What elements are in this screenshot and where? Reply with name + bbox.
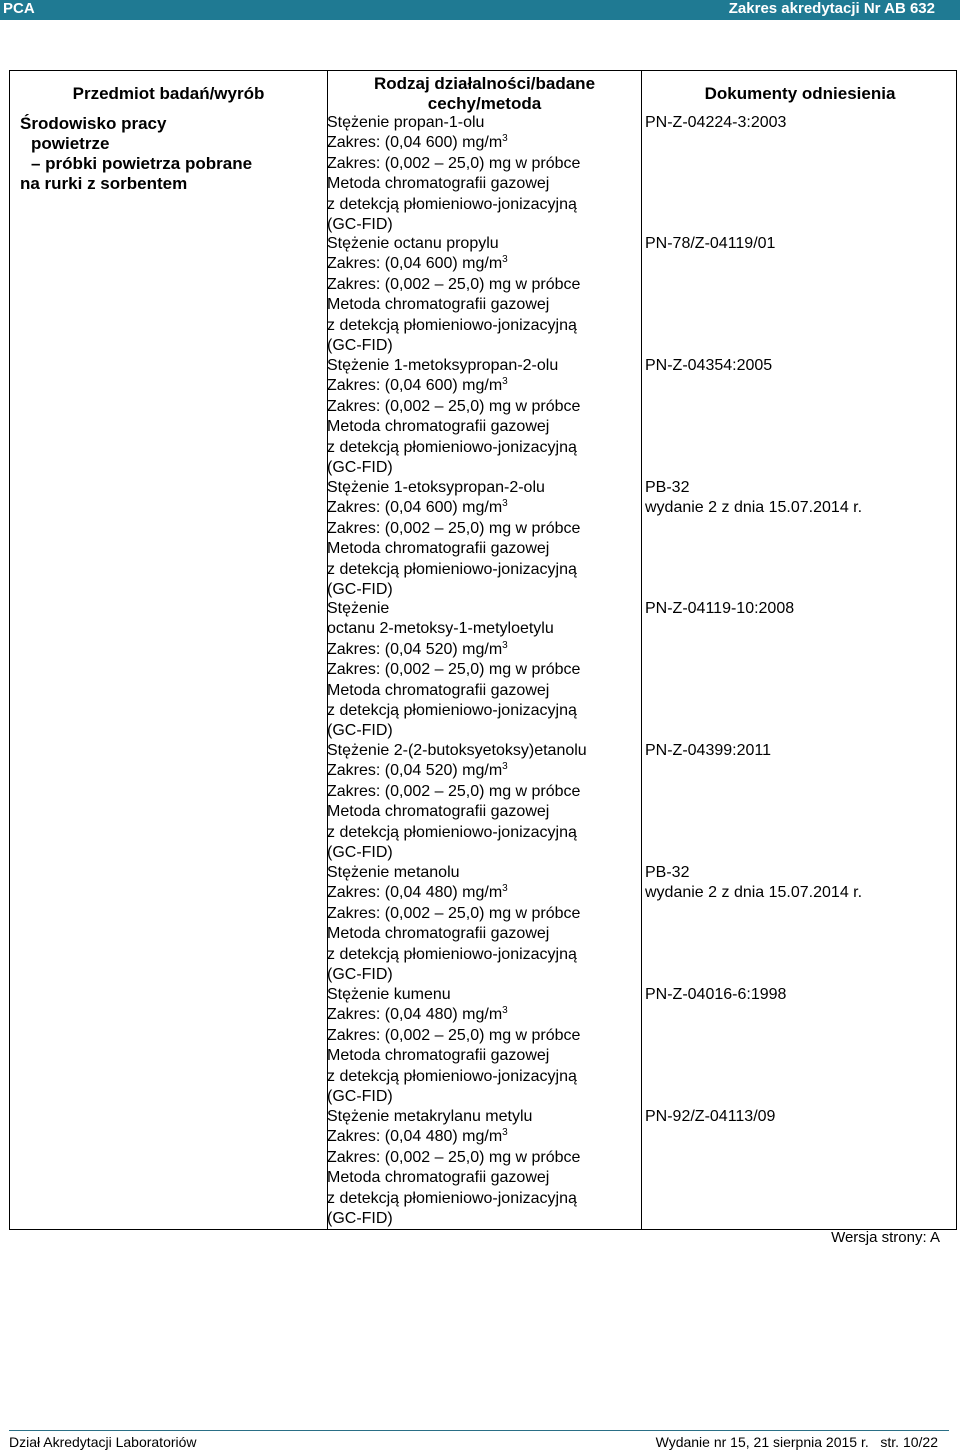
entry-range-mass: Zakres: (0,002 – 25,0) mg w próbce — [327, 154, 581, 172]
subject-line: powietrze — [31, 134, 110, 153]
reference-line: PB-32 — [645, 864, 690, 881]
page-version: Wersja strony: A — [831, 1229, 940, 1246]
header-org: PCA — [3, 0, 35, 17]
entry-name: Stężenie octanu propylu — [327, 235, 499, 252]
entry-name: Stężenie propan-1-olu — [327, 114, 485, 131]
range-text: Zakres: (0,04 520) mg/m — [327, 762, 503, 780]
entry-range-mass: Zakres: (0,002 – 25,0) mg w próbce — [327, 782, 581, 800]
entry-range-concentration — [327, 254, 580, 274]
reference-line: PN-Z-04016-6:1998 — [645, 986, 787, 1003]
top-header-bar — [0, 0, 960, 20]
entry-name: Stężenie kumenu — [327, 986, 451, 1003]
entry-name: Stężenie 1-etoksypropan-2-olu — [327, 479, 545, 496]
subject-cell — [20, 114, 252, 194]
superscript-3: 3 — [502, 639, 508, 651]
entry-method: Metoda chromatografii gazowej — [327, 296, 550, 314]
entry-range-concentration — [327, 640, 580, 660]
entry-method: (GC-FID) — [327, 581, 393, 599]
entry-reference — [645, 863, 862, 903]
entry-method: z detekcją płomieniowo-jonizacyjną — [327, 702, 577, 720]
superscript-3: 3 — [502, 761, 508, 773]
entry-range-mass: Zakres: (0,002 – 25,0) mg w próbce — [327, 904, 581, 922]
entry-reference — [645, 599, 794, 619]
range-text: Zakres: (0,04 600) mg/m — [327, 377, 503, 395]
subject-line: Środowisko pracy — [20, 114, 167, 133]
entry-method: z detekcją płomieniowo-jonizacyjną — [327, 823, 577, 841]
entry-method: Metoda chromatografii gazowej — [327, 925, 550, 943]
entry-name: Stężenie — [327, 600, 390, 617]
entry-method: z detekcją płomieniowo-jonizacyjną — [327, 438, 577, 456]
entry-name: Stężenie metakrylanu metylu — [327, 1108, 533, 1125]
entry-reference — [645, 356, 772, 376]
range-text: Zakres: (0,04 600) mg/m — [327, 255, 503, 273]
test-entry — [327, 741, 587, 863]
header-scope-title: Zakres akredytacji Nr AB 632 — [728, 0, 935, 17]
entry-range-mass: Zakres: (0,002 – 25,0) mg w próbce — [327, 519, 581, 537]
entry-name: Stężenie metanolu — [327, 864, 460, 881]
entry-method: (GC-FID) — [327, 1210, 393, 1228]
superscript-3: 3 — [502, 254, 508, 266]
superscript-3: 3 — [502, 883, 508, 895]
entry-range-concentration — [327, 1127, 580, 1147]
superscript-3: 3 — [502, 1127, 508, 1139]
reference-line: PN-Z-04354:2005 — [645, 357, 773, 374]
reference-line: PB-32 — [645, 479, 690, 496]
entry-range-mass: Zakres: (0,002 – 25,0) mg w próbce — [327, 1148, 581, 1166]
test-entry — [327, 985, 580, 1107]
test-entry — [327, 863, 580, 985]
entry-method: Metoda chromatografii gazowej — [327, 1047, 550, 1065]
range-text: Zakres: (0,04 480) mg/m — [327, 1006, 503, 1024]
entry-method: (GC-FID) — [327, 337, 393, 355]
entry-method: Metoda chromatografii gazowej — [327, 418, 550, 436]
test-entry — [327, 113, 580, 235]
superscript-3: 3 — [502, 1005, 508, 1017]
reference-line: wydanie 2 z dnia 15.07.2014 r. — [645, 499, 863, 516]
header-references: Dokumenty odniesienia — [704, 84, 896, 103]
entry-range-concentration — [327, 761, 587, 781]
entry-method: Metoda chromatografii gazowej — [327, 175, 550, 193]
entry-range-concentration — [327, 133, 580, 153]
entry-method: (GC-FID) — [327, 1088, 393, 1106]
column-divider — [641, 71, 642, 1229]
footer-edition-page: Wydanie nr 15, 21 sierpnia 2015 r. str. 10/22 — [655, 1434, 938, 1450]
entry-method: z detekcją płomieniowo-jonizacyjną — [327, 1067, 577, 1085]
entry-reference — [645, 234, 775, 254]
reference-line: PN-Z-04399:2011 — [645, 742, 771, 759]
superscript-3: 3 — [502, 133, 508, 145]
entry-method: (GC-FID) — [327, 722, 393, 740]
test-entry — [327, 599, 580, 742]
entry-reference — [645, 741, 771, 761]
entry-method: z detekcją płomieniowo-jonizacyjną — [327, 316, 577, 334]
entry-method: (GC-FID) — [327, 844, 393, 862]
entry-method: (GC-FID) — [327, 216, 393, 234]
entry-method: z detekcją płomieniowo-jonizacyjną — [327, 945, 577, 963]
header-subject: Przedmiot badań/wyrób — [72, 84, 265, 103]
entry-method: z detekcją płomieniowo-jonizacyjną — [327, 195, 577, 213]
range-text: Zakres: (0,04 480) mg/m — [327, 1128, 503, 1146]
subject-line: na rurki z sorbentem — [20, 174, 188, 193]
test-entry — [327, 356, 580, 478]
footer-divider — [9, 1430, 949, 1431]
entry-method: (GC-FID) — [327, 459, 393, 477]
superscript-3: 3 — [502, 498, 508, 510]
entry-range-concentration — [327, 498, 580, 518]
entry-method: z detekcją płomieniowo-jonizacyjną — [327, 1189, 577, 1207]
entry-range-mass: Zakres: (0,002 – 25,0) mg w próbce — [327, 1026, 581, 1044]
test-entry — [327, 478, 580, 600]
reference-line: PN-Z-04224-3:2003 — [645, 114, 787, 131]
subject-line: – próbki powietrza pobrane — [31, 154, 253, 173]
range-text: Zakres: (0,04 520) mg/m — [327, 640, 503, 658]
reference-line: wydanie 2 z dnia 15.07.2014 r. — [645, 884, 863, 901]
entry-reference — [645, 1107, 775, 1127]
entry-method: Metoda chromatografii gazowej — [327, 681, 550, 699]
entry-method: Metoda chromatografii gazowej — [327, 1169, 550, 1187]
range-text: Zakres: (0,04 600) mg/m — [327, 499, 503, 517]
entry-range-mass: Zakres: (0,002 – 25,0) mg w próbce — [327, 397, 581, 415]
range-text: Zakres: (0,04 480) mg/m — [327, 884, 503, 902]
entry-range-concentration — [327, 883, 580, 903]
test-entry — [327, 1107, 580, 1229]
entry-reference — [645, 985, 786, 1005]
reference-line: PN-92/Z-04113/09 — [645, 1108, 776, 1125]
reference-line: PN-Z-04119-10:2008 — [645, 600, 795, 617]
entry-method: Metoda chromatografii gazowej — [327, 540, 550, 558]
entry-name: Stężenie 1-metoksypropan-2-olu — [327, 357, 559, 374]
test-entry — [327, 234, 580, 356]
entry-range-mass: Zakres: (0,002 – 25,0) mg w próbce — [327, 275, 581, 293]
entry-method: z detekcją płomieniowo-jonizacyjną — [327, 560, 577, 578]
entry-range-concentration — [327, 376, 580, 396]
entry-range-mass: Zakres: (0,002 – 25,0) mg w próbce — [327, 661, 581, 679]
entry-name: octanu 2-metoksy-1-metyloetylu — [327, 620, 554, 638]
entry-reference — [645, 478, 862, 518]
header-activity-line1: Rodzaj działalności/badane — [373, 74, 596, 93]
entry-range-concentration — [327, 1005, 580, 1025]
range-text: Zakres: (0,04 600) mg/m — [327, 134, 503, 152]
header-activity — [328, 74, 641, 114]
entry-reference — [645, 113, 786, 133]
reference-line: PN-78/Z-04119/01 — [645, 235, 776, 252]
entry-name: Stężenie 2-(2-butoksyetoksy)etanolu — [327, 742, 587, 759]
superscript-3: 3 — [502, 376, 508, 388]
entry-method: (GC-FID) — [327, 966, 393, 984]
header-activity-line2: cechy/metoda — [427, 94, 542, 113]
footer-department: Dział Akredytacji Laboratoriów — [9, 1434, 197, 1450]
entry-method: Metoda chromatografii gazowej — [327, 803, 550, 821]
